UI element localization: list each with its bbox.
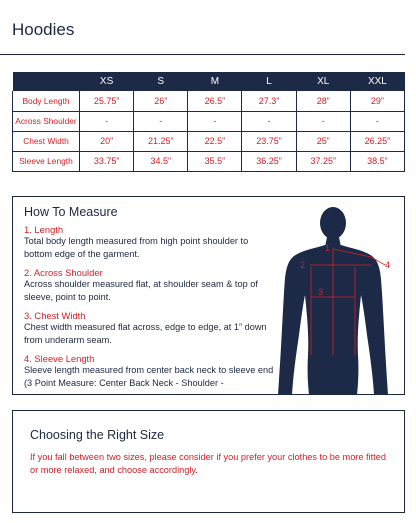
measure-text: Total body length measured from high point shoulder to bottom edge of the garment.	[24, 236, 249, 259]
title-divider	[0, 54, 405, 55]
measure-text: Chest width measured flat across, edge to edge, at 1” down from underarm seam.	[24, 322, 267, 345]
table-cell: -	[242, 111, 296, 131]
row-label: Chest Width	[13, 131, 80, 151]
table-cell: -	[80, 111, 134, 131]
size-header-xs: XS	[80, 72, 134, 91]
table-cell: 25.75”	[80, 91, 134, 111]
table-row	[13, 111, 405, 131]
figure-label-2: 2	[300, 260, 306, 270]
row-label: Body Length	[13, 91, 80, 111]
table-cell: 38.5”	[350, 151, 404, 171]
page-title: Hoodies	[12, 20, 75, 39]
choosing-size-panel	[12, 410, 405, 513]
table-cell: -	[188, 111, 242, 131]
size-header-xxl: XXL	[350, 72, 404, 91]
table-cell: 33.75”	[80, 151, 134, 171]
choosing-size-title: Choosing the Right Size	[30, 428, 165, 442]
table-cell: 22.5”	[188, 131, 242, 151]
measure-heading: 4. Sleeve Length	[24, 353, 95, 364]
measure-item-chest-width	[24, 310, 274, 346]
choosing-size-text: If you fall between two sizes, please consider if you prefer your clothes to be more fitted or more relaxed, and choose accordingly.	[30, 452, 386, 475]
table-cell: 26”	[134, 91, 188, 111]
table-row	[13, 91, 405, 111]
size-chart-table	[12, 72, 405, 172]
table-cell: 26.5”	[188, 91, 242, 111]
size-header-s: S	[134, 72, 188, 91]
table-cell: 21.25”	[134, 131, 188, 151]
how-to-measure-title: How To Measure	[24, 205, 118, 219]
row-label: Sleeve Length	[13, 151, 80, 171]
table-cell: 28”	[296, 91, 350, 111]
figure-label-1: 1	[325, 243, 331, 253]
size-header-row	[13, 72, 405, 91]
table-row	[13, 131, 405, 151]
measure-text: Across shoulder measured flat, at shoulder seam & top of sleeve, point to point.	[24, 279, 258, 302]
table-row	[13, 151, 405, 171]
measure-item-sleeve-length	[24, 353, 274, 389]
table-cell: 35.5”	[188, 151, 242, 171]
table-cell: -	[134, 111, 188, 131]
measure-heading: 1. Length	[24, 224, 64, 235]
table-cell: 26.25”	[350, 131, 404, 151]
measure-item-length	[24, 224, 274, 260]
body-silhouette-figure	[263, 205, 403, 395]
size-header-l: L	[242, 72, 296, 91]
table-cell: 20”	[80, 131, 134, 151]
measure-heading: 2. Across Shoulder	[24, 267, 103, 278]
table-cell: -	[296, 111, 350, 131]
measure-heading: 3. Chest Width	[24, 310, 86, 321]
table-cell: 23.75”	[242, 131, 296, 151]
measure-text: Sleeve length measured from center back neck to sleeve end (3 Point Measure: Center Back Neck - Shoulder -	[24, 365, 274, 388]
table-cell: 25”	[296, 131, 350, 151]
table-cell: 34.5”	[134, 151, 188, 171]
size-header-m: M	[188, 72, 242, 91]
measure-item-across-shoulder	[24, 267, 274, 303]
row-label: Across Shoulder	[13, 111, 80, 131]
table-cell: 36.25”	[242, 151, 296, 171]
table-cell: -	[350, 111, 404, 131]
size-header-xl: XL	[296, 72, 350, 91]
figure-label-3: 3	[318, 287, 324, 297]
table-cell: 27.3”	[242, 91, 296, 111]
how-to-measure-panel	[12, 196, 405, 395]
figure-label-4: 4	[385, 260, 391, 270]
size-header-blank	[13, 72, 80, 91]
table-cell: 29”	[350, 91, 404, 111]
table-cell: 37.25”	[296, 151, 350, 171]
